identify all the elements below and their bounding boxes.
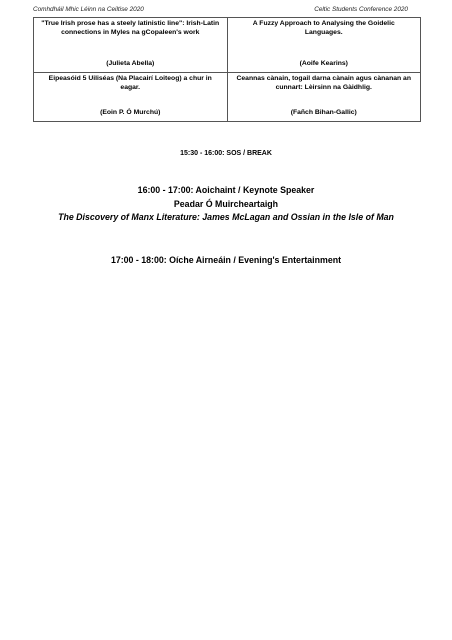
session-title: Eipeasóid 5 Uiliséas (Na Placairí Loiteog) a chur in eagar. [48,75,212,91]
session-title: A Fuzzy Approach to Analysing the Goidelic Languages. [252,20,395,36]
header-left: Comhdháil Mhic Léinn na Ceiltise 2020 [33,6,144,13]
session-title: "True Irish prose has a steely latinistic line": Irish-Latin connections in Myles na gCopaleen's work [41,20,220,36]
header-right: Celtic Students Conference 2020 [314,6,408,13]
session-cell [227,73,421,122]
session-table [33,17,421,122]
keynote-title: The Discovery of Manx Literature: James McLagan and Ossian in the Isle of Man [58,212,394,222]
break-line: 15:30 - 16:00: SOS / BREAK [180,150,272,157]
evening-entertainment: 17:00 - 18:00: Oíche Airneáin / Evening's Entertainment [110,255,342,265]
session-author: (Eoin P. Ó Murchú) [100,109,161,117]
session-cell [227,18,421,73]
session-author: (Julieta Abella) [106,60,155,68]
session-cell [34,73,228,122]
keynote-time: 16:00 - 17:00: Aoichaint / Keynote Speaker [137,185,315,195]
session-title: Ceannas cànain, togail darna cànain agus cànanan an cunnart: Lèirsinn na Gàidhlig. [236,75,411,91]
keynote-speaker: Peadar Ó Muircheartaigh [173,199,279,209]
session-cell [34,18,228,73]
table-row [34,73,421,122]
table-row [34,18,421,73]
session-author: (Fañch Bihan-Gallic) [290,109,357,117]
session-author: (Aoife Kearins) [299,60,348,68]
